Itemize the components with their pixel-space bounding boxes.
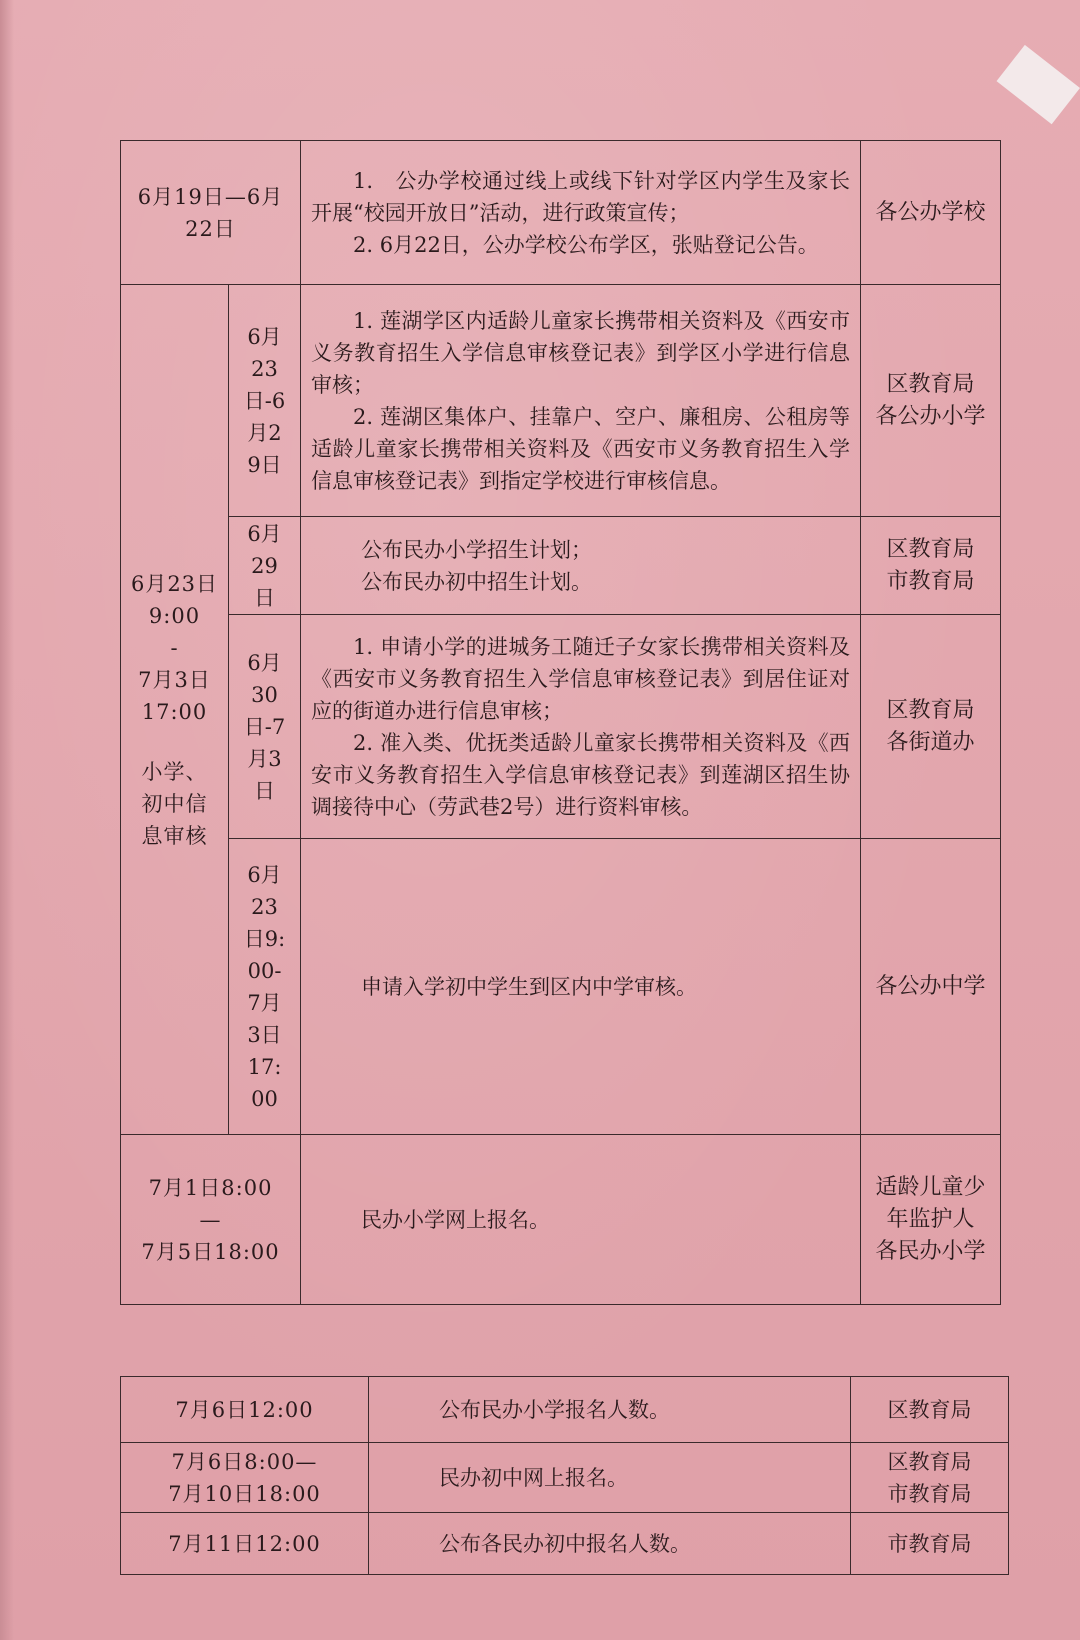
date-cell (121, 1443, 369, 1513)
date-cell (121, 141, 301, 285)
table-row (121, 517, 1001, 615)
table-row (121, 1513, 1009, 1575)
content-cell (369, 1443, 851, 1513)
date-line: 7月3日 (138, 667, 211, 692)
content-item: 2. 准入类、优抚类适龄儿童家长携带相关资料及《西安市义务教育招生入学信息审核登记表》到莲湖区招生协调接待中心（劳武巷2号）进行资料审核。 (311, 730, 851, 819)
subdate-text: 6月23日-6月29日 (243, 324, 286, 477)
date-line: — (199, 1207, 222, 1232)
subdate-cell (229, 839, 301, 1135)
date-line: 7月6日12:00 (175, 1397, 314, 1422)
content-item: 公布民办初中招生计划。 (361, 569, 593, 594)
responsible-text: 各公办小学 (875, 403, 986, 429)
content-cell (369, 1513, 851, 1575)
responsible-cell (861, 1135, 1001, 1305)
table-row (121, 839, 1001, 1135)
schedule-table-secondary (120, 1376, 1009, 1575)
content-cell (301, 285, 861, 517)
responsible-text: 市教育局 (887, 1481, 972, 1506)
responsible-text: 区教育局 (887, 1449, 972, 1474)
content-cell (301, 1135, 861, 1305)
stage-label: 小学、初中信息审核 (141, 759, 208, 848)
responsible-text: 适龄儿童少年监护人 (875, 1174, 986, 1232)
date-line: 7月6日8:00— (171, 1449, 318, 1474)
responsible-cell (851, 1377, 1009, 1443)
content-item: 公布各民办初中报名人数。 (439, 1531, 691, 1556)
date-line: 7月5日18:00 (141, 1239, 280, 1264)
date-cell (121, 1135, 301, 1305)
content-cell (301, 839, 861, 1135)
responsible-text: 区教育局 (886, 371, 975, 397)
content-item: 申请入学初中学生到区内中学审核。 (361, 974, 698, 999)
table-row (121, 1135, 1001, 1305)
responsible-cell (861, 285, 1001, 517)
date-line: 7月1日8:00 (148, 1175, 273, 1200)
subdate-text: 6月23日9:00-7月3日17:00 (243, 862, 286, 1111)
responsible-text: 各公办学校 (875, 199, 986, 225)
content-item: 2. 莲湖区集体户、挂靠户、空户、廉租房、公租房等适龄儿童家长携带相关资料及《西安市义务教育招生入学信息审核登记表》到指定学校进行审核信息。 (311, 404, 851, 493)
date-line: 7月10日18:00 (168, 1481, 321, 1506)
date-text: 6月19日—6月22日 (137, 184, 284, 241)
content-item: 民办初中网上报名。 (439, 1465, 628, 1490)
content-item: 1. 公办学校通过线上或线下针对学区内学生及家长开展“校园开放日”活动，进行政策宣传； (311, 168, 851, 225)
responsible-text: 区教育局 (886, 697, 975, 723)
content-cell (301, 141, 861, 285)
responsible-cell (861, 839, 1001, 1135)
content-item: 民办小学网上报名。 (361, 1207, 551, 1232)
date-cell (121, 1513, 369, 1575)
content-cell (369, 1377, 851, 1443)
content-item: 公布民办小学报名人数。 (439, 1397, 670, 1422)
responsible-cell (851, 1513, 1009, 1575)
table-row (121, 1443, 1009, 1513)
content-cell (301, 615, 861, 839)
table-row (121, 1377, 1009, 1443)
subdate-text: 6月29日 (247, 521, 282, 610)
responsible-cell (851, 1443, 1009, 1513)
stage-date-cell (121, 285, 229, 1135)
responsible-text: 各街道办 (886, 729, 975, 755)
table-row (121, 141, 1001, 285)
paper-edge-shadow (0, 0, 14, 1640)
date-cell (121, 1377, 369, 1443)
subdate-text: 6月30日-7月3日 (243, 650, 286, 803)
table-row (121, 285, 1001, 517)
date-line: 6月23日9:00 (130, 571, 219, 628)
responsible-cell (861, 517, 1001, 615)
paper-corner-scrap (997, 45, 1080, 124)
responsible-text: 各民办小学 (875, 1238, 986, 1264)
responsible-text: 市教育局 (886, 568, 975, 594)
content-item: 1. 莲湖学区内适龄儿童家长携带相关资料及《西安市义务教育招生入学信息审核登记表》到学区小学进行信息审核； (311, 308, 851, 397)
date-line: 7月11日12:00 (168, 1531, 321, 1556)
responsible-cell (861, 615, 1001, 839)
content-cell (301, 517, 861, 615)
table-row (121, 615, 1001, 839)
responsible-cell (861, 141, 1001, 285)
subdate-cell (229, 517, 301, 615)
subdate-cell (229, 615, 301, 839)
content-item: 公布民办小学招生计划； (361, 537, 593, 562)
subdate-cell (229, 285, 301, 517)
responsible-text: 区教育局 (886, 536, 975, 562)
date-line: - (170, 635, 179, 660)
responsible-text: 区教育局 (887, 1397, 972, 1422)
responsible-text: 市教育局 (887, 1531, 972, 1556)
date-line: 17:00 (141, 699, 208, 724)
responsible-text: 各公办中学 (875, 973, 986, 999)
content-item: 1. 申请小学的进城务工随迁子女家长携带相关资料及《西安市义务教育招生入学信息审核登记表》到居住证对应的街道办进行信息审核； (311, 634, 851, 723)
schedule-table-main (120, 140, 1001, 1305)
content-item: 2. 6月22日，公办学校公布学区，张贴登记公告。 (353, 232, 819, 257)
